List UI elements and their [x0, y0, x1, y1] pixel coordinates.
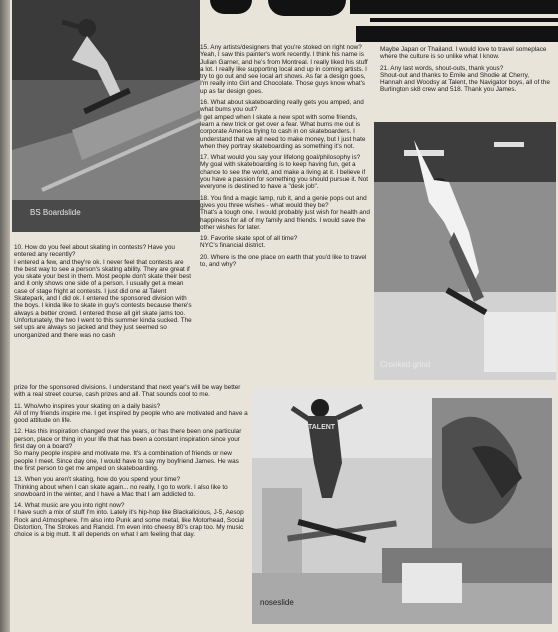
- qa-column-left: [14, 244, 194, 343]
- a15: Yeah, I saw this painter's work recently. I think his name is Julian Garner, and he's from Montreal. I really liked his stuff a lot. I really like supporting local and up in coming artists. I try to go out and see local art shows. As far a design goes, I'm really into Girl and Chocolate. Those guys know what's up as far design goes.: [200, 51, 368, 95]
- q18: 18. You find a magic lamp, rub it, and a genie pops out and gives you three wishes - what would they be?: [200, 194, 367, 209]
- a17: My goal with skateboarding is to keep having fun, get a chance to see the world, and make a living at it. I believe if you have a passion for something you should pursue it. Not everyone is destined to have a "desk job".: [200, 161, 369, 191]
- q12: 12. Has this inspiration changed over the years, or has there been one particular person, place or thing in your life that has been a constant inspiration since your first day on a board?: [14, 428, 242, 451]
- shirt-logo: TALENT: [308, 424, 336, 431]
- q16: 16. What about skateboarding really gets you amped, and what bums you out?: [200, 99, 364, 114]
- noseslide-caption: noseslide: [260, 598, 294, 607]
- a16: I get amped when I skate a new spot with some friends, learn a new trick or get over a fear. What bums me out is corporate America trying to cash in on skateboarders. I understand that we all need to make money, but I just hate when they portray skateboarding as something it's not.: [200, 113, 366, 150]
- q11: 11. Who/who inspires your skating on a daily basis?: [14, 402, 161, 410]
- decor-circle-right: [268, 0, 346, 16]
- q14: 14. What music are you into right now?: [14, 502, 125, 510]
- a18: That's a tough one. I would probably just wish for health and happiness for all of my family and friends. I would save the other wishes for later.: [200, 209, 370, 231]
- q21: 21. Any last words, shout-outs, thank yous?: [380, 64, 504, 72]
- page-spine-shadow: [0, 0, 10, 632]
- boardslide-caption: BS Boardslide: [30, 208, 81, 217]
- decor-circle-left: [210, 0, 252, 14]
- q17: 17. What would you say your lifelong goal/philosophy is?: [200, 154, 361, 162]
- qa-column-bottom-left: [14, 384, 248, 543]
- a20-continued: Maybe Japan or Thailand. I would love to travel someplace where the culture is so unlike what I know.: [380, 46, 547, 61]
- crooked-grind-caption: Crooked grind: [380, 360, 431, 369]
- a14: I have such a mix of stuff I'm into. Lately it's hip-hop like Blackalicious, J-5, Aesop Rock and Atmosphere. I'm also into Punk and some metal, like Motorhead, Social Distortion, The Strokes and Rancid. I'm even into cheesy 80's crap too. My music choice is a big mutt. It all depends on what I am feeling that day.: [14, 509, 245, 539]
- q13: 13. When you aren't skating, how do you spend your time?: [14, 476, 181, 484]
- a21: Shout-out and thanks to Emile and Shodie at Cherry, Hannah and Woodsy at Talent, the Navigator boys, all of the Burlington sk8 crew and 518. Thank you James.: [380, 71, 550, 94]
- a19: NYC's financial district.: [200, 242, 266, 250]
- decor-bar-mid: [356, 26, 558, 42]
- q19: 19. Favorite skate spot of all time?: [200, 235, 298, 243]
- q20: 20. Where is the one place on earth that you'd like to travel to, and why?: [200, 253, 367, 269]
- q10: 10. How do you feel about skating in contests? Have you entered any recently?: [14, 244, 175, 259]
- a11: All of my friends inspire me. I get inspired by people who are motivated and have a good attitude on life.: [14, 409, 248, 425]
- a13: Thinking about when I can skate again... no really, I go to work. I also like to snowboard in the winter, and I have a Mac that I am addicted to.: [14, 483, 228, 498]
- decor-bar-top: [350, 0, 558, 14]
- boardslide-photo: [12, 0, 200, 232]
- a10-continued: prize for the sponsored divisions. I understand that next year's will be way better with a real street course, cash prizes and all. That sounds cool to me.: [14, 384, 241, 399]
- noseslide-photo: [252, 388, 552, 624]
- decor-bar-thin: [370, 18, 558, 22]
- qa-column-right: [380, 46, 552, 98]
- q15: 15. Any artists/designers that you're stoked on right now?: [200, 44, 362, 51]
- a10: I entered a few, and they're ok. I never feel that contests are the best way to see a person's skating ability. They are great if you skate your best in them. Most people don't skate their best and it only shows one side of a person. I usually get a mean case of stage fright at contests. I just did one at Talent Skatepark, and I did ok. I entered the sponsored division with the boys. I kinda like to skate in guy's contests because there's always a better crowd. I entered those all girl skate jams too. Unfortunately, the two I went to this summer kinda sucked. The set ups are always so jacked and they just seemed so unorganized and there was no cash: [14, 258, 192, 339]
- qa-column-middle: [200, 44, 370, 272]
- crooked-grind-photo: [374, 122, 556, 380]
- a12: So many people inspire and motivate me. It's a combination of friends or new people I meet. Since day one, I would have to say my boyfriend James. He was the first person to get me amped on skateboarding.: [14, 450, 239, 472]
